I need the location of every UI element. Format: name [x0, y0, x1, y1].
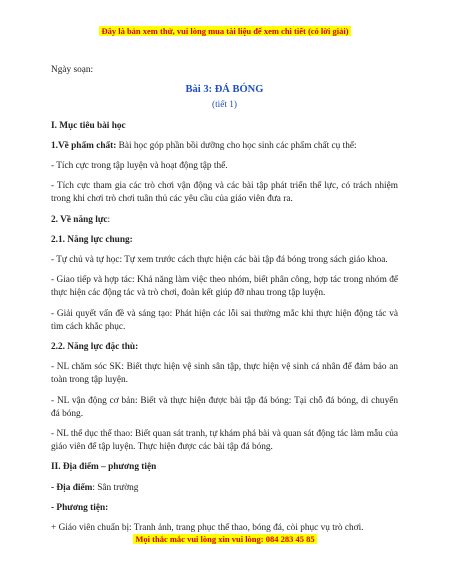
qualities-paragraph — [51, 140, 398, 153]
general-competency-heading: 2.1. Năng lực chung: — [51, 234, 133, 245]
specific-competency-heading: 2.2. Năng lực đặc thù: — [51, 342, 139, 353]
preview-notice-banner — [0, 26, 450, 36]
preview-notice-text: Đây là bản xem thử, vui lòng mua tài liệu để xem chi tiết (có lời giải) — [101, 26, 349, 36]
location-line — [51, 482, 398, 495]
equipment-item-1: + Giáo viên chuẩn bị: Tranh ảnh, trang phục thể thao, bóng đá, còi phục vụ trò chơi. — [51, 523, 364, 534]
specific-competency-item-1: - NL chăm sóc SK: Biết thực hiện vệ sinh sân tập, thực hiện vệ sinh cá nhân để đảm bảo an toàn trong tập luyện. — [51, 362, 398, 386]
general-competency-item-2: - Giao tiếp và hợp tác: Khả năng làm việc theo nhóm, biết phân công, hợp tác trong nhóm để thực hiện các động tác và trò chơi, đoàn kết giúp đỡ nhau trong tập luyện. — [51, 275, 398, 299]
qualities-heading: 1.Về phẩm chất: — [51, 140, 117, 151]
lesson-plan-content — [51, 64, 398, 542]
contact-banner — [0, 534, 450, 544]
specific-competency-item-3: - NL thể dục thể thao: Biết quan sát tranh, tự khám phá bài và quan sát động tác làm mẫu của giáo viên để tập luyện. Thực hiện được các bài tập đá bóng. — [51, 429, 398, 453]
location-label: - Địa điểm — [51, 482, 93, 493]
general-competency-item-3: - Giải quyết vấn đề và sáng tạo: Phát hiện các lỗi sai thường mắc khi thực hiện động tác và tìm cách khắc phục. — [51, 308, 398, 332]
lesson-session: (tiết 1) — [211, 100, 238, 111]
contact-text: Mọi thắc mắc vui lòng xin vui lòng: 084 283 45 85 — [135, 534, 315, 544]
location-value: : Sân trường — [92, 482, 139, 493]
date-label: Ngày soạn: — [51, 65, 94, 75]
qualities-item-2: - Tích cực tham gia các trò chơi vận động và các bài tập phát triển thể lực, có trách nhiệm trong khi chơi trò chơi tuân thủ các yêu cầu của giáo viên đưa ra. — [51, 181, 398, 205]
qualities-intro: Bài học góp phần bồi dưỡng cho học sinh các phẩm chất cụ thể: — [116, 140, 357, 151]
objectives-heading: I. Mục tiêu bài học — [51, 120, 126, 131]
lesson-title: Bài 3: ĐÁ BÓNG — [185, 84, 264, 96]
location-heading: II. Địa điểm – phương tiện — [51, 462, 157, 473]
equipment-heading: - Phương tiện: — [51, 502, 109, 513]
general-competency-item-1: - Tự chủ và tự học: Tự xem trước cách thực hiện các bài tập đá bóng trong sách giáo khoa. — [51, 255, 388, 266]
competency-heading: 2. Về năng lực: — [51, 214, 111, 225]
specific-competency-item-2: - NL vận động cơ bản: Biết và thực hiện được bài tập đá bóng: Tại chỗ đá bóng, di chuyển đá bóng. — [51, 395, 398, 419]
qualities-item-1: - Tích cực trong tập luyện và hoạt động tập thể. — [51, 161, 228, 172]
